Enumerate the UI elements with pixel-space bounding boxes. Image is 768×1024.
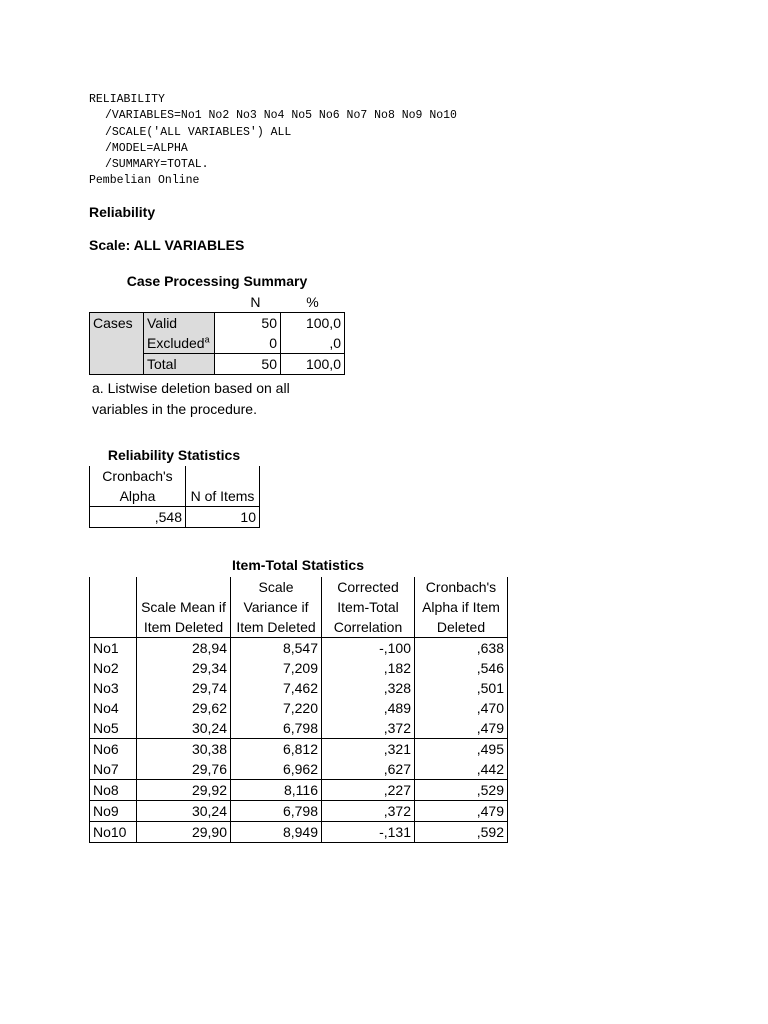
cell-corrected-corr: -,100 — [322, 638, 415, 659]
cell-alpha-if-deleted: ,442 — [415, 759, 508, 780]
col-header-alpha-if-deleted: Cronbach's — [415, 577, 508, 597]
col-header-scale-mean: Item Deleted — [137, 617, 231, 638]
table-row — [90, 780, 508, 801]
table-header-row — [90, 617, 508, 638]
cell-alpha-if-deleted: ,638 — [415, 638, 508, 659]
cell-corrected-corr: ,182 — [322, 658, 415, 678]
table-row — [90, 638, 508, 659]
table-row — [90, 822, 508, 843]
row-item-label: No8 — [90, 780, 137, 801]
table-row — [90, 658, 508, 678]
cell-pct: 100,0 — [281, 313, 345, 334]
cell-alpha-if-deleted: ,501 — [415, 678, 508, 698]
col-header-corrected-corr: Correlation — [322, 617, 415, 638]
footnote — [92, 378, 290, 420]
cell-scale-mean: 30,38 — [137, 739, 231, 760]
cell-scale-variance: 7,220 — [231, 698, 322, 718]
col-header-alpha-2: Alpha — [90, 486, 186, 507]
row-item-label: No4 — [90, 698, 137, 718]
table-row — [90, 333, 345, 354]
row-item-label: No6 — [90, 739, 137, 760]
footnote-line: a. Listwise deletion based on all — [92, 380, 290, 396]
case-processing-title: Case Processing Summary — [126, 273, 308, 289]
table-row — [90, 718, 508, 739]
cell-alpha-if-deleted: ,495 — [415, 739, 508, 760]
col-header-alpha: Cronbach's — [90, 466, 186, 486]
row-label: Excluded$^a$ — [144, 333, 215, 354]
cell-alpha-if-deleted: ,479 — [415, 718, 508, 739]
row-item-label: No2 — [90, 658, 137, 678]
cell-alpha-if-deleted: ,529 — [415, 780, 508, 801]
table-row — [90, 354, 345, 375]
cell-alpha-if-deleted: ,470 — [415, 698, 508, 718]
table-header-row — [90, 577, 508, 597]
col-header-scale-variance: Item Deleted — [231, 617, 322, 638]
col-header-n-items: N of Items — [186, 486, 260, 507]
col-header-scale-mean: Scale Mean if — [137, 597, 231, 617]
cell-scale-variance: 6,798 — [231, 718, 322, 739]
syntax-line: /VARIABLES=No1 No2 No3 No4 No5 No6 No7 No8 No9 No10 — [105, 109, 457, 123]
table-row — [90, 678, 508, 698]
col-header-scale-mean — [137, 577, 231, 597]
cell-corrected-corr: ,627 — [322, 759, 415, 780]
table-row — [90, 739, 508, 760]
syntax-line: /SUMMARY=TOTAL. — [105, 158, 209, 172]
cell-scale-mean: 29,62 — [137, 698, 231, 718]
col-header-n: N — [250, 294, 261, 310]
cell-corrected-corr: ,489 — [322, 698, 415, 718]
row-item-label: No10 — [90, 822, 137, 843]
cell-scale-mean: 30,24 — [137, 718, 231, 739]
cell-scale-variance: 6,812 — [231, 739, 322, 760]
item-total-title: Item-Total Statistics — [232, 557, 364, 573]
cell-scale-mean: 30,24 — [137, 801, 231, 822]
row-item-label: No7 — [90, 759, 137, 780]
cell-alpha-if-deleted: ,479 — [415, 801, 508, 822]
cell-corrected-corr: ,372 — [322, 718, 415, 739]
row-group-label: Cases — [90, 313, 144, 334]
dataset-name: Pembelian Online — [89, 174, 200, 188]
table-row — [90, 313, 345, 334]
table-row — [90, 759, 508, 780]
row-label: Valid — [144, 313, 215, 334]
cell-pct: 100,0 — [281, 354, 345, 375]
cell-scale-variance: 8,547 — [231, 638, 322, 659]
cell-corrected-corr: ,328 — [322, 678, 415, 698]
cell-corrected-corr: ,321 — [322, 739, 415, 760]
cell-alpha: ,548 — [90, 507, 186, 528]
cell-scale-mean: 29,76 — [137, 759, 231, 780]
col-header-corrected-corr: Item-Total — [322, 597, 415, 617]
cell-scale-mean: 29,92 — [137, 780, 231, 801]
item-total-table — [89, 577, 508, 843]
table-row — [90, 486, 260, 507]
table-row — [90, 292, 345, 313]
cell-corrected-corr: -,131 — [322, 822, 415, 843]
cell-corrected-corr: ,372 — [322, 801, 415, 822]
cell-scale-variance: 6,962 — [231, 759, 322, 780]
row-label: Total — [144, 354, 215, 375]
reliability-stats-title: Reliability Statistics — [107, 447, 241, 463]
cell-scale-mean: 28,94 — [137, 638, 231, 659]
table-header-row — [90, 597, 508, 617]
cell-alpha-if-deleted: ,546 — [415, 658, 508, 678]
cell-alpha-if-deleted: ,592 — [415, 822, 508, 843]
scale-heading: Scale: ALL VARIABLES — [89, 237, 245, 253]
cell-scale-variance: 8,116 — [231, 780, 322, 801]
table-row — [90, 698, 508, 718]
row-item-label: No9 — [90, 801, 137, 822]
cell-n-items: 10 — [186, 507, 260, 528]
cell-scale-variance: 7,209 — [231, 658, 322, 678]
cell-corrected-corr: ,227 — [322, 780, 415, 801]
col-header-pct: % — [306, 294, 319, 310]
syntax-block — [89, 92, 457, 190]
row-item-label: No5 — [90, 718, 137, 739]
row-item-label: No1 — [90, 638, 137, 659]
col-header-scale-variance: Scale — [231, 577, 322, 597]
table-row — [90, 507, 260, 528]
reliability-stats-table — [89, 466, 260, 528]
cell-pct: ,0 — [281, 333, 345, 354]
cell-scale-mean: 29,74 — [137, 678, 231, 698]
syntax-line: /SCALE('ALL VARIABLES') ALL — [105, 125, 292, 139]
cell-n: 50 — [215, 313, 281, 334]
footnote-line: variables in the procedure. — [92, 401, 257, 417]
col-header-alpha-if-deleted: Alpha if Item — [415, 597, 508, 617]
cell-scale-variance: 7,462 — [231, 678, 322, 698]
row-item-label: No3 — [90, 678, 137, 698]
cell-scale-variance: 6,798 — [231, 801, 322, 822]
syntax-line: RELIABILITY — [89, 93, 165, 106]
cell-scale-mean: 29,90 — [137, 822, 231, 843]
col-header-corrected-corr: Corrected — [322, 577, 415, 597]
cell-scale-mean: 29,34 — [137, 658, 231, 678]
reliability-heading: Reliability — [89, 204, 156, 220]
case-processing-table — [89, 292, 345, 375]
col-header-alpha-if-deleted: Deleted — [415, 617, 508, 638]
cell-scale-variance: 8,949 — [231, 822, 322, 843]
table-row — [90, 466, 260, 486]
cell-n: 0 — [215, 333, 281, 354]
syntax-line: /MODEL=ALPHA — [105, 141, 188, 155]
table-row — [90, 801, 508, 822]
cell-n: 50 — [215, 354, 281, 375]
col-header-scale-variance: Variance if — [231, 597, 322, 617]
